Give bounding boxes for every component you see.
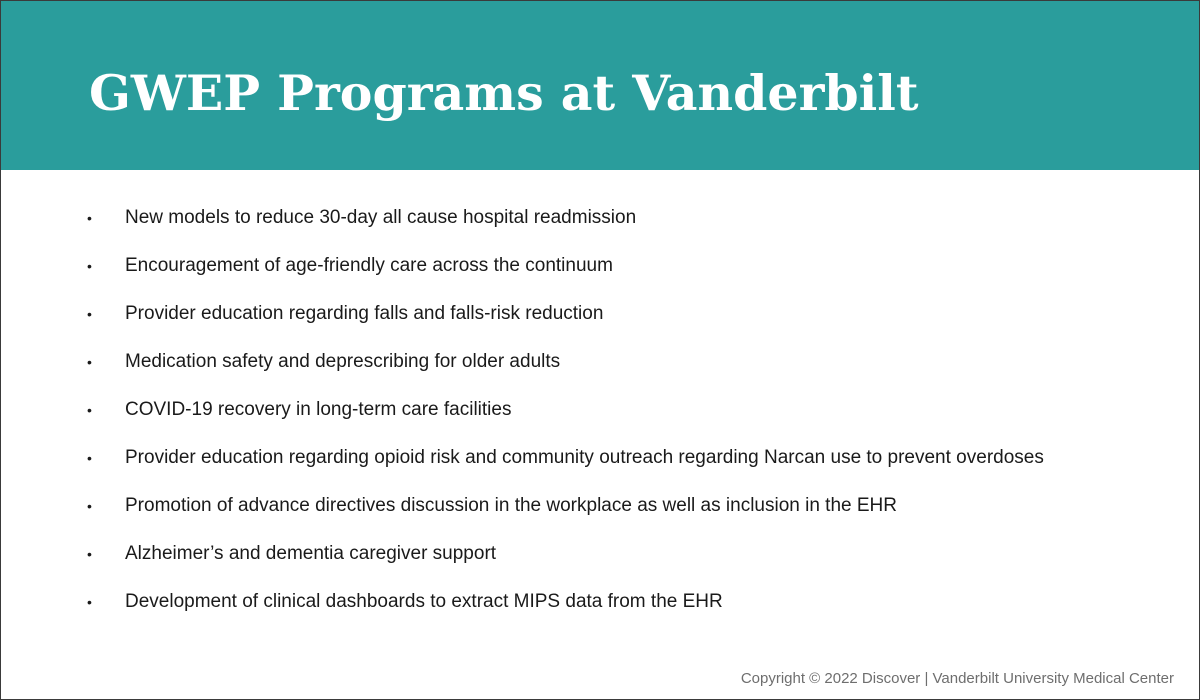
bullet-text: Encouragement of age-friendly care across the continuum (125, 255, 613, 276)
bullet-icon: • (87, 306, 92, 322)
bullet-icon: • (87, 594, 92, 610)
bullet-icon: • (87, 498, 92, 514)
title-banner (1, 1, 1199, 170)
bullet-text: Development of clinical dashboards to extract MIPS data from the EHR (125, 591, 723, 612)
bullet-icon: • (87, 402, 92, 418)
bullet-icon: • (87, 258, 92, 274)
bullet-text: Provider education regarding falls and falls-risk reduction (125, 303, 604, 324)
copyright-footer: Copyright © 2022 Discover | Vanderbilt University Medical Center (740, 670, 1174, 687)
bullet-icon: • (87, 546, 92, 562)
bullet-text: Promotion of advance directives discussion in the workplace as well as inclusion in the EHR (125, 495, 897, 516)
bullet-text: Alzheimer’s and dementia caregiver support (125, 543, 497, 564)
bullet-text: New models to reduce 30-day all cause hospital readmission (125, 207, 637, 228)
bullet-icon: • (87, 354, 92, 370)
slide-title: GWEP Programs at Vanderbilt (89, 64, 919, 122)
bullet-icon: • (87, 210, 92, 226)
bullet-text: Medication safety and deprescribing for older adults (125, 351, 561, 372)
bullet-text: COVID-19 recovery in long-term care facilities (125, 399, 512, 420)
bullet-text: Provider education regarding opioid risk and community outreach regarding Narcan use to prevent overdoses (125, 447, 1044, 468)
bullet-icon: • (87, 450, 92, 466)
